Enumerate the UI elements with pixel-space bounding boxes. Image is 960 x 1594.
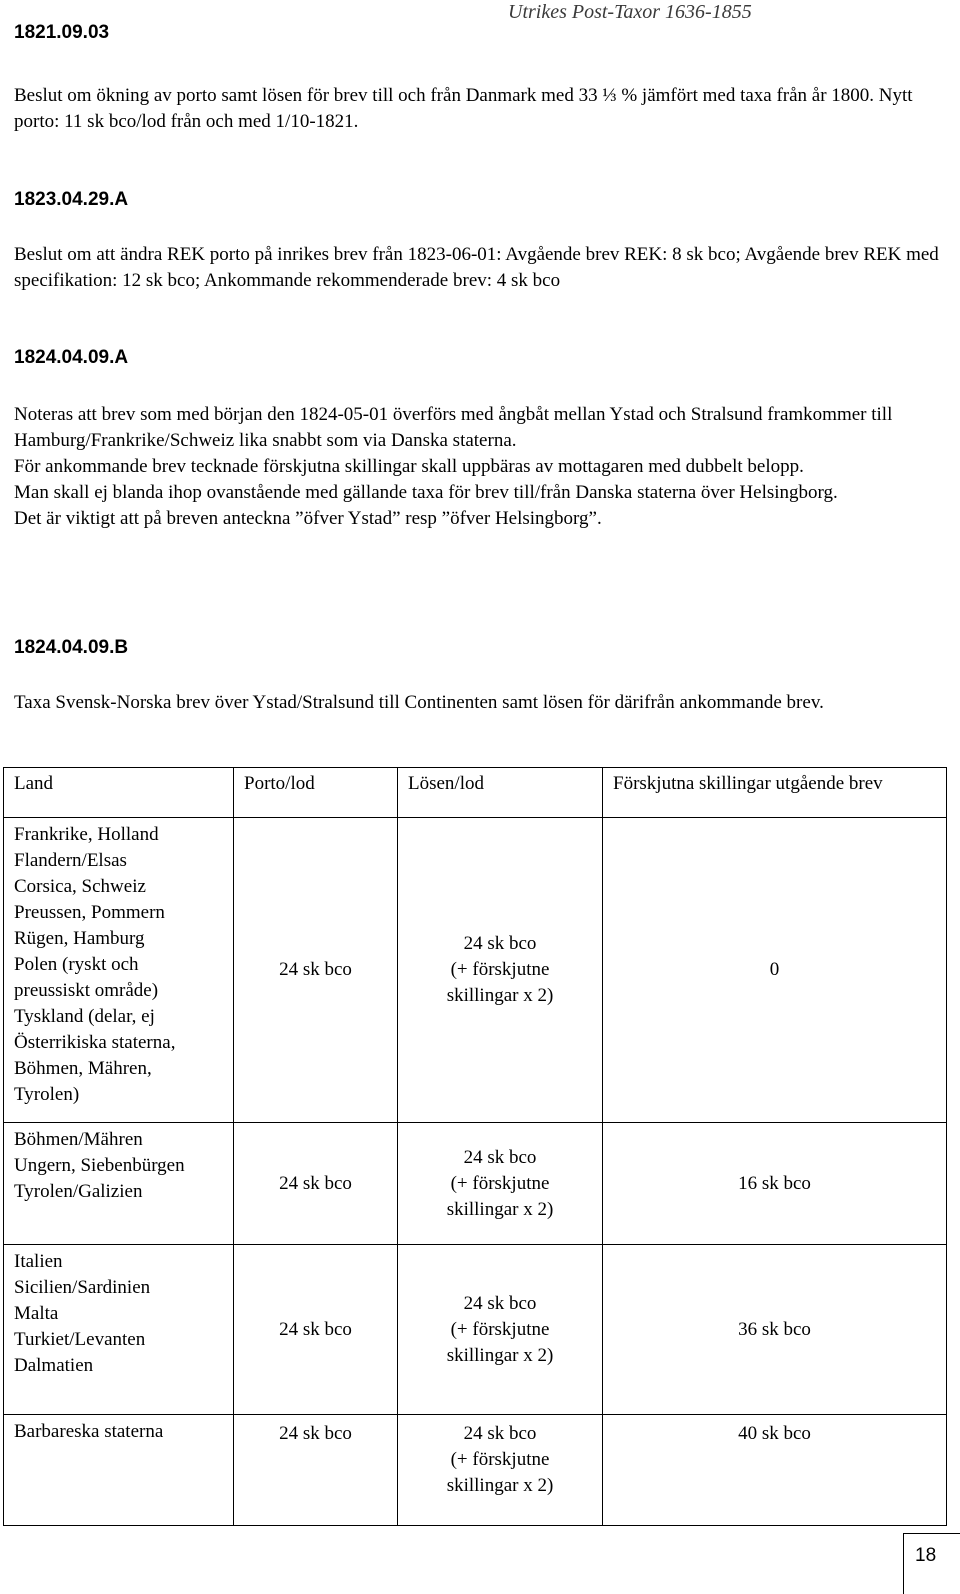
losen-line: 24 sk bco <box>463 1146 537 1168</box>
porto-cell: 24 sk bco <box>234 1415 398 1526</box>
land-line: preussiskt område) <box>14 980 159 1001</box>
forskjutna-cell: 0 <box>603 818 947 1123</box>
losen-line: (+ förskjutne <box>450 1318 550 1340</box>
losen-line: (+ förskjutne <box>450 1172 550 1194</box>
section-4-date: 1824.04.09.B <box>14 637 129 658</box>
losen-cell <box>398 1245 603 1415</box>
losen-cell <box>398 818 603 1123</box>
losen-line: skillingar x 2) <box>446 1198 554 1220</box>
table-row <box>4 1123 947 1245</box>
table-row <box>4 818 947 1123</box>
header-losen: Lösen/lod <box>398 768 603 818</box>
land-line: Böhmen, Mähren, <box>14 1058 152 1079</box>
section-2-text <box>14 242 949 294</box>
section-3-line-1: Noteras att brev som med början den 1824-05-01 överförs med ångbåt mellan Ystad och Stralsund framkommer till Hamburg/Frankrike/Schweiz lika snabbt som via Danska staterna. <box>14 404 893 451</box>
section-3-text <box>14 402 949 532</box>
section-3-line-3: Man skall ej blanda ihop ovanstående med gällande taxa för brev till/från Danska staterna över Helsingborg. <box>14 482 838 503</box>
losen-line: skillingar x 2) <box>446 1475 554 1496</box>
losen-line: 24 sk bco <box>463 933 537 954</box>
porto-cell: 24 sk bco <box>234 1123 398 1245</box>
land-cell <box>4 1415 234 1526</box>
table-row <box>4 1245 947 1415</box>
forskjutna-cell: 16 sk bco <box>603 1123 947 1245</box>
land-line: Österrikiska staterna, <box>14 1032 176 1053</box>
land-line: Flandern/Elsas <box>14 850 127 871</box>
table-header-row <box>4 768 947 818</box>
land-line: Corsica, Schweiz <box>14 876 146 897</box>
losen-line: skillingar x 2) <box>446 1344 554 1366</box>
land-line: Polen (ryskt och <box>14 954 139 975</box>
losen-line: 24 sk bco <box>463 1292 537 1314</box>
land-line: Tyrolen) <box>14 1084 80 1105</box>
land-line: Böhmen/Mähren <box>14 1129 143 1150</box>
land-line: Tyrolen/Galizien <box>14 1181 143 1202</box>
page-number: 18 <box>915 1545 937 1566</box>
land-line: Preussen, Pommern <box>14 902 165 923</box>
forskjutna-cell: 40 sk bco <box>603 1415 947 1526</box>
table-row <box>4 1415 947 1526</box>
losen-line: (+ förskjutne <box>450 1449 550 1470</box>
land-line: Ungern, Siebenbürgen <box>14 1155 185 1176</box>
losen-cell <box>398 1123 603 1245</box>
document-title: Utrikes Post-Taxor 1636-1855 <box>508 1 752 23</box>
losen-line: 24 sk bco <box>463 1423 537 1444</box>
porto-cell: 24 sk bco <box>234 818 398 1123</box>
land-line: Sicilien/Sardinien <box>14 1277 151 1298</box>
section-1-line-1: Beslut om ökning av porto samt lösen för brev till och från Danmark med 33 ⅓ % jämfört med taxa från år 1800. Nytt porto: 11 sk bco/lod från och med 1/10-1821. <box>14 85 913 132</box>
land-line: Turkiet/Levanten <box>14 1329 146 1350</box>
land-line: Italien <box>14 1251 63 1272</box>
section-3-date: 1824.04.09.A <box>14 347 129 368</box>
land-line: Frankrike, Holland <box>14 824 159 845</box>
losen-cell <box>398 1415 603 1526</box>
land-line: Barbareska staterna <box>14 1421 164 1442</box>
losen-line: skillingar x 2) <box>446 985 554 1006</box>
tariff-table <box>3 767 947 1526</box>
section-3-line-4: Det är viktigt att på breven anteckna ”öfver Ystad” resp ”öfver Helsingborg”. <box>14 508 602 529</box>
section-1-text <box>14 83 949 135</box>
land-cell <box>4 1123 234 1245</box>
land-cell <box>4 1245 234 1415</box>
section-2-line-1: Beslut om att ändra REK porto på inrikes brev från 1823-06-01: Avgående brev REK: 8 sk bco; Avgående brev REK med specifikation: 12 sk bco; Ankommande rekommenderade brev: 4 sk bco <box>14 244 939 291</box>
land-line: Malta <box>14 1303 59 1324</box>
section-2-date: 1823.04.29.A <box>14 189 129 210</box>
porto-cell: 24 sk bco <box>234 1245 398 1415</box>
header-forskjutna: Förskjutna skillingar utgående brev <box>603 768 947 818</box>
header-land: Land <box>4 768 234 818</box>
losen-line: (+ förskjutne <box>450 959 550 980</box>
forskjutna-cell: 36 sk bco <box>603 1245 947 1415</box>
land-line: Tyskland (delar, ej <box>14 1006 155 1027</box>
section-3-line-2: För ankommande brev tecknade förskjutna skillingar skall uppbäras av mottagaren med dubbelt belopp. <box>14 456 804 477</box>
header-date: 1821.09.03 <box>14 22 110 43</box>
land-line: Rügen, Hamburg <box>14 928 145 949</box>
section-4-text <box>14 690 949 716</box>
land-line: Dalmatien <box>14 1355 94 1376</box>
header-porto: Porto/lod <box>234 768 398 818</box>
section-4-line-1: Taxa Svensk-Norska brev över Ystad/Stralsund till Continenten samt lösen för därifrån ankommande brev. <box>14 692 824 713</box>
land-cell <box>4 818 234 1123</box>
